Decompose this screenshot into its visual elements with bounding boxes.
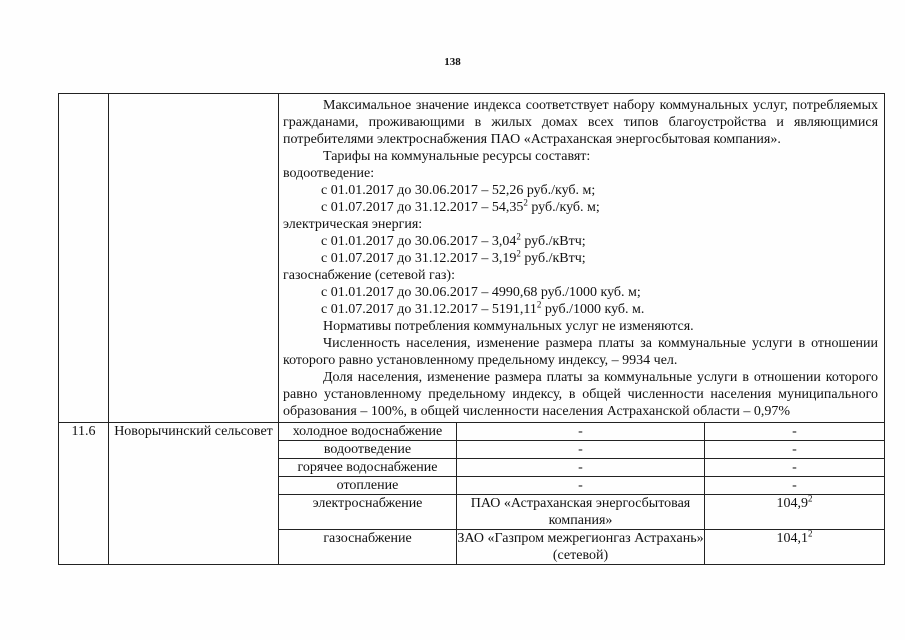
drainage-tariff-1: с 01.01.2017 до 30.06.2017 – 52,26 руб./куб. м; — [321, 183, 596, 198]
gas-label: газоснабжение (сетевой газ): — [283, 268, 455, 283]
service-name: водоотведение — [279, 441, 457, 459]
population-share-paragraph: Доля населения, изменение размера платы за коммунальные услуги в отношении которого равно установленному предельному индексу, в общей численности населения муниципального образования – 100%, в общей численности населения Астраханской области – 0,97% — [283, 370, 879, 419]
provider-name: ПАО «Астраханская энергосбытовая компания» — [457, 495, 705, 530]
service-name: холодное водоснабжение — [279, 423, 457, 441]
index-value: 104,1$^2$ — [705, 530, 885, 565]
text-row — [59, 94, 885, 423]
index-value: - — [705, 477, 885, 495]
provider-name: - — [457, 477, 705, 495]
gas-tariff-1: с 01.01.2017 до 30.06.2017 – 4990,68 руб./1000 куб. м; — [321, 285, 641, 300]
municipality-name: Новорычинский сельсовет — [109, 423, 279, 565]
index-value: - — [705, 459, 885, 477]
index-value: - — [705, 423, 885, 441]
empty-num-cell — [59, 94, 109, 423]
index-value: - — [705, 441, 885, 459]
tariff-table — [58, 93, 885, 565]
electricity-label: электрическая энергия: — [283, 217, 423, 232]
provider-name: - — [457, 441, 705, 459]
provider-name: - — [457, 459, 705, 477]
page-number: 138 — [444, 56, 461, 68]
service-name: отопление — [279, 477, 457, 495]
gas-tariff-2: с 01.07.2017 до 31.12.2017 – 5191,11$^2$ руб./1000 куб. м. — [321, 299, 645, 317]
drainage-tariff-2: с 01.07.2017 до 31.12.2017 – 54,35$^2$ руб./куб. м; — [321, 197, 600, 215]
electricity-tariff-1: с 01.01.2017 до 30.06.2017 – 3,04$^2$ руб./кВтч; — [321, 231, 586, 249]
provider-name: - — [457, 423, 705, 441]
drainage-label: водоотведение: — [283, 166, 375, 181]
electricity-tariff-2: с 01.07.2017 до 31.12.2017 – 3,19$^2$ руб./кВтч; — [321, 248, 586, 266]
provider-name: ЗАО «Газпром межрегионгаз Астрахань» (сетевой) — [457, 531, 704, 563]
service-name: электроснабжение — [279, 495, 457, 530]
norms-paragraph: Нормативы потребления коммунальных услуг не изменяются. — [323, 319, 694, 334]
index-value: 104,9$^2$ — [705, 495, 885, 530]
section-number: 11.6 — [59, 423, 109, 565]
max-index-paragraph: Максимальное значение индекса соответствует набору коммунальных услуг, потребляемых гражданами, проживающими в жилых домах всех типов благоустройства и являющимися потребителями электроснабжения ПАО «Астраханская энергосбытовая компания». — [283, 98, 879, 147]
tariffs-intro: Тарифы на коммунальные ресурсы составят: — [323, 149, 591, 164]
description-cell — [279, 94, 885, 423]
service-name: горячее водоснабжение — [279, 459, 457, 477]
service-name: газоснабжение — [279, 530, 457, 565]
empty-name-cell — [109, 94, 279, 423]
population-paragraph: Численность населения, изменение размера платы за коммунальные услуги в отношении которого равно установленному предельному индексу, – 9934 чел. — [283, 336, 879, 368]
table-row — [59, 423, 885, 441]
